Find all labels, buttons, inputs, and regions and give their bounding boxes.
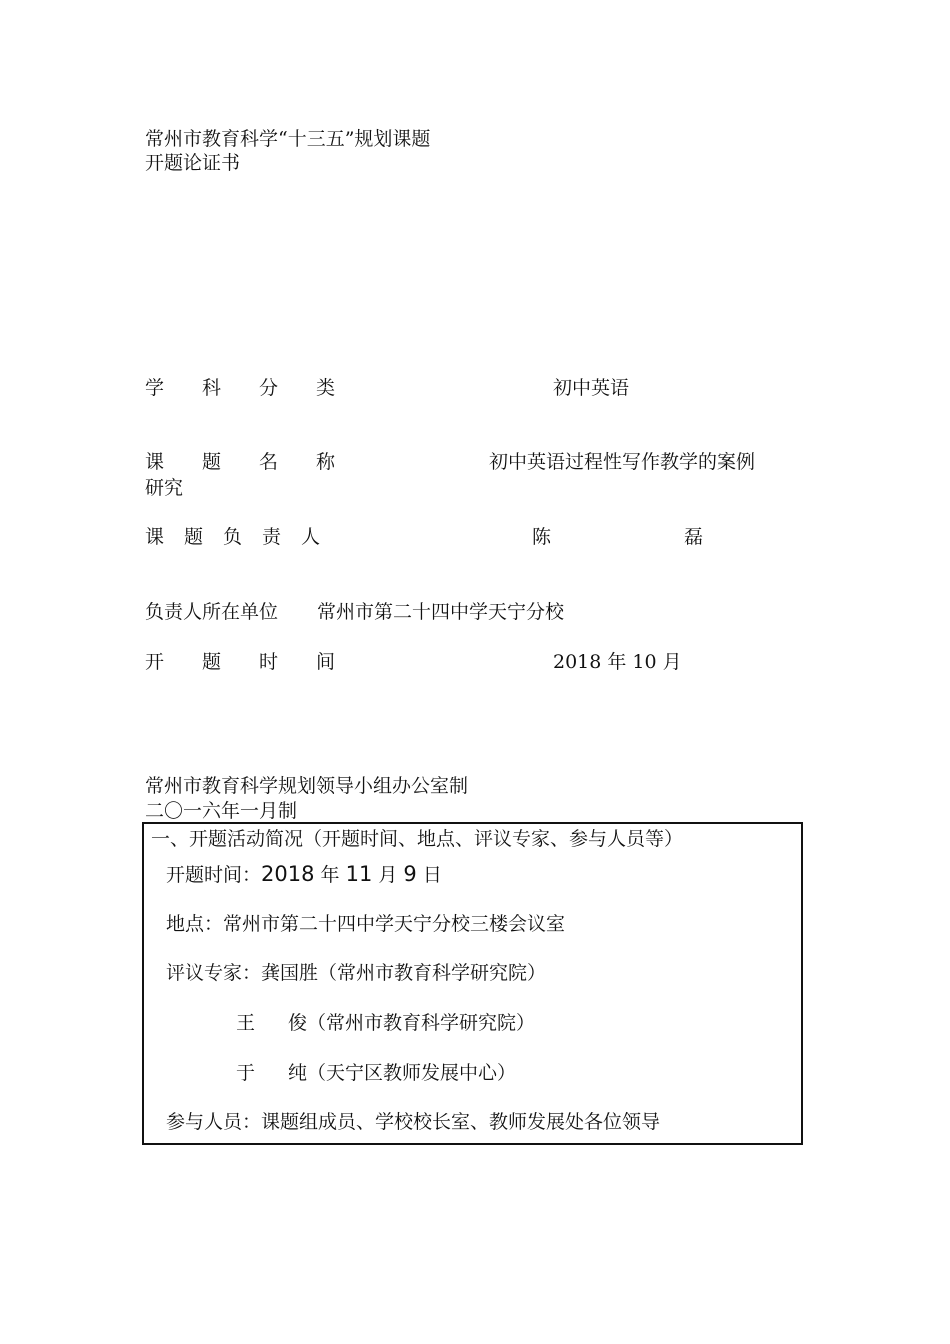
- experts-line: [166, 961, 546, 985]
- expert-2: [236, 1011, 535, 1035]
- expert-3-surname: 于: [236, 1062, 256, 1084]
- activity-summary-box: [142, 822, 803, 1145]
- expert-2-rest: 俊（常州市教育科学研究院）: [288, 1012, 536, 1034]
- meeting-day-unit: 日: [422, 864, 442, 886]
- experts-label: 评议专家：: [166, 962, 262, 984]
- meeting-time: [166, 862, 442, 887]
- date-line: 二〇一六年一月制: [145, 800, 298, 822]
- office-line: 常州市教育科学规划领导小组办公室制: [145, 775, 469, 797]
- subject-value: 初中英语: [553, 377, 630, 399]
- document-title: 常州市教育科学“十三五”规划课题: [145, 128, 431, 150]
- time-value: 2018 年 10 月: [553, 651, 682, 673]
- meeting-year: 2018: [261, 862, 315, 886]
- topic-value-continued: 研究: [145, 477, 184, 499]
- meeting-month: 11: [345, 862, 373, 886]
- expert-3: [236, 1061, 516, 1085]
- meeting-time-label: 开题时间：: [166, 864, 262, 886]
- expert-1: 龚国胜（常州市教育科学研究院）: [261, 962, 547, 984]
- document-subtitle: 开题论证书: [145, 152, 241, 174]
- time-label: 开题时间: [145, 651, 374, 673]
- meeting-month-unit: 月: [378, 864, 398, 886]
- topic-label: 课题名称: [145, 451, 374, 473]
- subject-label: 学科分类: [145, 377, 374, 399]
- unit-label: 负责人所在单位: [145, 601, 279, 623]
- leader-label: 课题负责人: [145, 526, 341, 548]
- meeting-place: 地点：常州市第二十四中学天宁分校三楼会议室: [166, 913, 566, 935]
- participants: 参与人员：课题组成员、学校校长室、教师发展处各位领导: [166, 1111, 661, 1133]
- topic-value: 初中英语过程性写作教学的案例: [489, 451, 756, 473]
- expert-3-rest: 纯（天宁区教师发展中心）: [288, 1062, 517, 1084]
- leader-given-name: 磊: [684, 526, 704, 548]
- leader-surname: 陈: [532, 526, 552, 548]
- expert-2-surname: 王: [236, 1012, 256, 1034]
- unit-value: 常州市第二十四中学天宁分校: [317, 601, 565, 623]
- meeting-year-unit: 年: [320, 864, 340, 886]
- meeting-day: 9: [403, 862, 417, 886]
- section-heading: 一、开题活动简况（开题时间、地点、评议专家、参与人员等）: [151, 828, 684, 850]
